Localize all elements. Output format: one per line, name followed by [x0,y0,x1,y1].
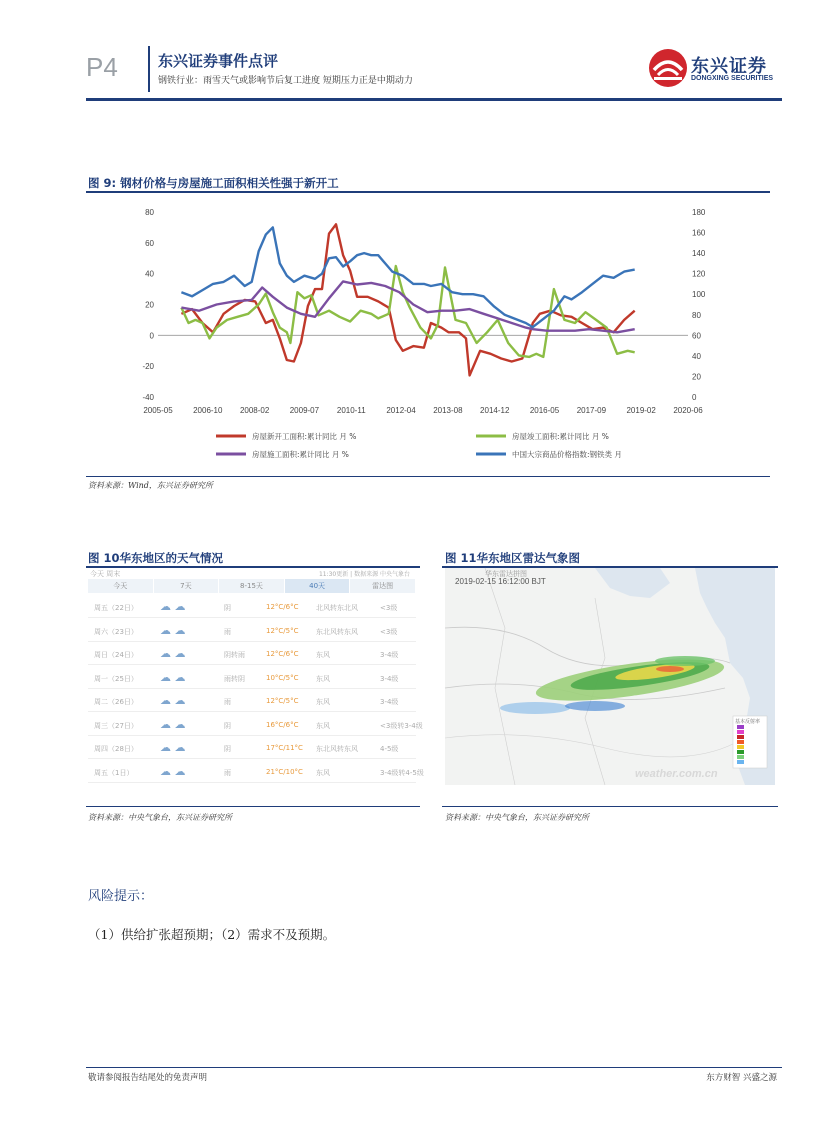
cloud-rain-icon: ☁ ☁ [160,717,186,731]
figure10-source: 资料来源：中央气象台，东兴证券研究所 [88,813,232,822]
weather-tab[interactable]: 今天 [88,579,154,593]
chart-y-left-tick-label: -20 [142,362,154,372]
chart-y-right-tick-label: 80 [692,310,701,320]
weather-tab[interactable]: 40天 [285,579,351,593]
chart-y-right-tick-label: 60 [692,331,701,341]
figure10-title: 图 10华东地区的天气情况 [88,551,224,565]
weather-forecast-table [88,568,424,785]
chart-y-right-tick-label: 20 [692,372,701,382]
weather-day: 周一（25日） [94,674,138,683]
figure10-bottom-rule [86,806,420,807]
chart-legend-label: 房屋新开工面积:累计同比 月 % [252,432,357,441]
weather-condition: 阴 [224,745,231,753]
weather-temperature: 10°C/5°C [266,673,299,682]
cloud-rain-icon: ☁ ☁ [160,600,186,613]
weather-wind: 东风 [316,698,330,706]
figure9-title-rule [86,191,770,193]
chart-x-tick-label: 2010-11 [336,406,366,415]
figure9-title: 图 9: 钢材价格与房屋施工面积相关性强于新开工 [88,176,339,190]
weather-condition: 雨 [224,698,231,706]
header-divider [148,46,150,92]
logo-text-en: DONGXING SECURITIES [691,75,774,82]
weather-wind: 东风 [316,768,330,777]
weather-temperature: 17°C/11°C [266,744,303,752]
chart-legend-label: 房屋竣工面积:累计同比 月 % [512,432,609,441]
figure9-line-chart [86,200,746,475]
weather-day: 周五（1日） [94,768,134,777]
weather-row [88,619,416,642]
chart-x-tick-label: 2008-02 [239,406,270,415]
chart-y-left-tick-label: 40 [145,269,154,279]
chart-y-right-tick-label: 160 [692,228,706,238]
chart-x-tick-label: 2017-09 [576,406,607,415]
chart-y-right-tick-label: 100 [692,290,706,300]
weather-temperature: 12°C/5°C [266,626,299,635]
weather-temperature: 16°C/6°C [266,720,299,729]
weather-day: 周四（28日） [94,745,138,753]
weather-wind: 东北风转东风 [316,627,358,636]
weather-wind-level: <3级 [380,627,398,636]
chart-x-tick-label: 2013-08 [433,406,463,415]
weather-row [88,736,416,759]
radar-watermark: weather.com.cn [635,768,718,780]
chart-x-tick-label: 2016-05 [529,406,560,415]
chart-x-tick-label: 2020-06 [673,406,703,415]
weather-wind-level: 3-4级 [380,651,399,659]
weather-row [88,713,423,736]
weather-wind-level: <3级转3-4级 [380,721,423,730]
weather-wind: 东风 [316,674,330,683]
footer-rule [86,1067,782,1068]
weather-wind-level: <3级 [380,604,398,612]
cloud-rain-icon: ☁ ☁ [160,741,186,754]
chart-legend-label: 房屋施工面积:累计同比 月 % [252,450,349,459]
weather-tab[interactable]: 7天 [154,579,220,593]
logo-emblem-icon [648,48,688,88]
weather-top-left: 今天 周末 [90,570,121,578]
radar-legend-title: 基本反射率 [735,719,761,725]
weather-wind: 东风 [316,721,330,730]
cloud-rain-icon: ☁ ☁ [160,764,186,778]
risk-text: （1）供给扩张超预期；（2）需求不及预期。 [88,927,336,942]
cloud-rain-icon: ☁ ☁ [160,694,186,707]
weather-row [88,760,424,783]
weather-tabs [88,579,416,593]
chart-y-right-tick-label: 140 [692,249,706,259]
risk-heading: 风险提示： [88,889,154,904]
weather-temperature: 12°C/6°C [266,650,299,658]
weather-condition: 雨 [224,627,231,636]
weather-temperature: 12°C/5°C [266,697,299,705]
weather-row [88,595,416,618]
chart-y-left-tick-label: 0 [149,331,154,341]
footer-disclaimer: 敬请参阅报告结尾处的免责声明 [88,1073,208,1083]
weather-tab[interactable]: 8-15天 [219,579,285,593]
weather-day: 周五（22日） [94,604,138,612]
weather-day: 周三（27日） [94,721,138,730]
chart-y-left-tick-label: 20 [145,300,154,310]
weather-wind-level: 3-4级 [380,674,399,683]
radar-map-image [445,568,775,785]
weather-row [88,689,416,712]
weather-wind-level: 4-5级 [380,745,399,753]
figure11-source: 资料来源：中央气象台，东兴证券研究所 [445,813,589,822]
weather-day: 周六（23日） [94,627,138,636]
chart-x-tick-label: 2009-07 [289,406,320,415]
footer-slogan: 东方财智 兴盛之源 [706,1073,777,1083]
company-logo [648,48,778,88]
weather-condition: 阴 [224,721,231,730]
chart-y-right-tick-label: 120 [692,269,706,279]
weather-temperature: 21°C/10°C [266,767,303,776]
figure11-title: 图 11华东地区雷达气象图 [445,551,581,565]
weather-condition: 阴 [224,604,231,612]
chart-series-line [181,281,634,332]
weather-row [88,642,416,665]
weather-wind: 北风转东北风 [316,604,358,612]
weather-condition: 阴转雨 [224,651,245,659]
weather-condition: 雨 [224,768,231,777]
chart-x-tick-label: 2014-12 [480,406,510,415]
radar-map-graphic [445,568,775,785]
chart-legend-label: 中国大宗商品价格指数:钢铁类 月 [512,450,622,459]
chart-y-right-tick-label: 180 [692,208,706,217]
weather-condition: 雨转阴 [224,674,245,683]
chart-y-left-tick-label: 60 [145,238,154,248]
chart-x-tick-label: 2005-05 [143,406,173,415]
chart-x-tick-label: 2012-04 [386,406,416,415]
logo-text-cn: 东兴证券 [691,56,767,77]
figure11-bottom-rule [442,806,778,807]
chart-y-left-tick-label: 80 [145,208,154,217]
cloud-rain-icon: ☁ ☁ [160,647,186,660]
weather-day: 周日（24日） [94,651,138,659]
weather-update-info: 11:30更新 | 数据来源 中央气象台 [318,571,410,578]
chart-x-tick-label: 2006-10 [193,406,223,415]
weather-tab[interactable]: 雷达图 [350,579,416,593]
report-subtitle: 钢铁行业：雨雪天气或影响节后复工进度 短期压力正是中期动力 [158,76,413,86]
figure9-source: 资料来源：Wind，东兴证券研究所 [88,481,213,490]
weather-wind-level: 3-4级 [380,698,399,706]
figure9-bottom-rule [86,476,770,477]
weather-top-bar [88,568,416,578]
weather-day: 周二（26日） [94,698,138,706]
weather-row [88,666,416,689]
cloud-rain-icon: ☁ ☁ [160,623,186,637]
chart-y-left-tick-label: -40 [142,393,154,402]
cloud-rain-icon: ☁ ☁ [160,670,186,684]
chart-x-tick-label: 2019-02 [626,406,656,415]
page-number: P4 [86,52,118,82]
chart-y-right-tick-label: 40 [692,351,701,361]
weather-wind: 东风 [316,651,330,659]
weather-wind: 东北风转东风 [316,745,358,753]
weather-temperature: 12°C/6°C [266,603,299,611]
chart-y-right-tick-label: 0 [692,393,697,402]
report-type-title: 东兴证券事件点评 [158,52,279,70]
weather-wind-level: 3-4级转4-5级 [380,768,424,777]
header-rule [86,98,782,101]
radar-map-title: 华东雷达拼图 [485,570,527,578]
radar-timestamp: 2019-02-15 16:12:00 BJT [455,577,546,586]
